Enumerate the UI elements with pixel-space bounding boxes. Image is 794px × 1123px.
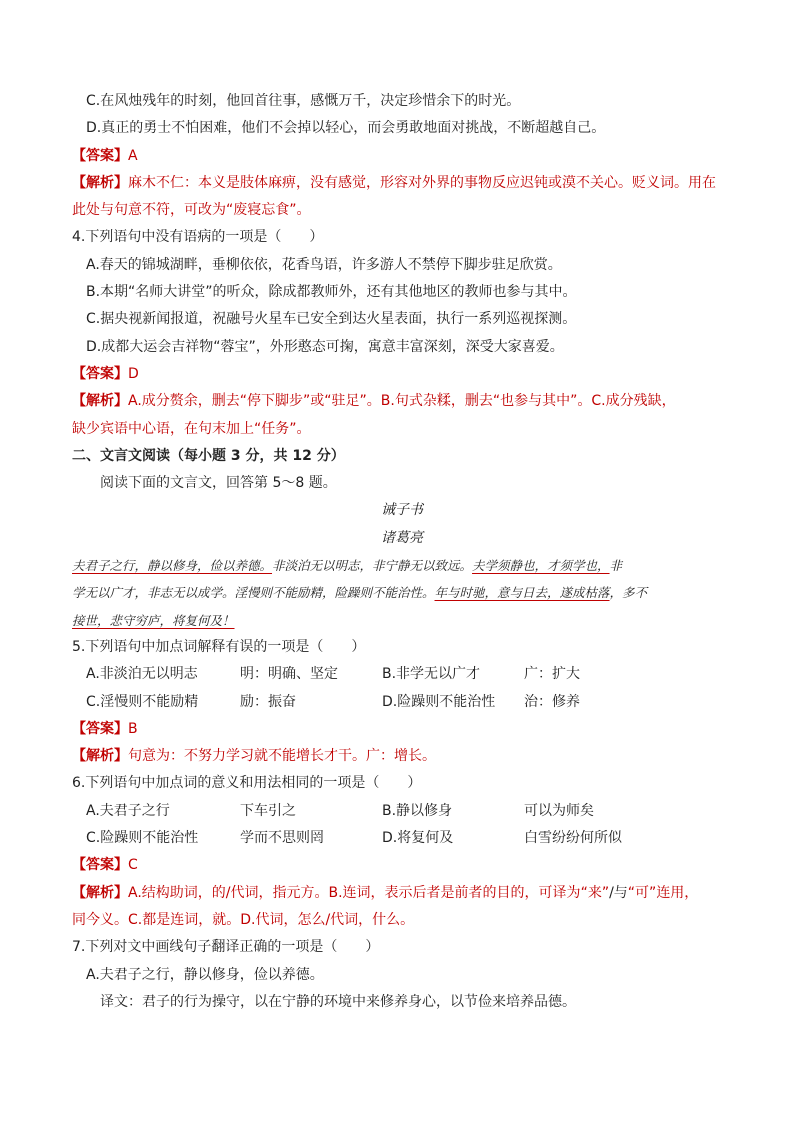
passage-title: 诫子书	[381, 502, 423, 519]
q6-stem: 6.下列语句中加点词的意义和用法相同的一项是（ ）	[72, 775, 422, 792]
q6-option-b-compare: 可以为师矣	[524, 802, 594, 819]
q5-answer-row	[72, 716, 732, 743]
q4-answer: D	[128, 365, 139, 382]
underlined-sentence: 夫君子之行，静以修身，俭以养德。	[72, 558, 273, 574]
q5-option-c-explain: 励：振奋	[240, 693, 296, 710]
passage-line-3	[72, 607, 732, 634]
q5-analysis: 句意为：不努力学习就不能增长才干。广：增长。	[128, 748, 436, 765]
q4-analysis-line2: 缺少宾语中心语，在句末加上“任务”。	[72, 420, 311, 437]
q7-option-a: A.夫君子之行，静以修身，俭以养德。	[86, 966, 324, 983]
q3-answer-row	[72, 143, 732, 170]
q4-option-c: C.据央视新闻报道，祝融号火星车已安全到达火星表面，执行一系列巡视探测。	[86, 311, 577, 328]
q5-row-ab	[72, 661, 732, 688]
q5-stem: 5.下列语句中加点词解释有误的一项是（ ）	[72, 638, 366, 655]
q5-option-d-explain: 治：修养	[524, 693, 580, 710]
q3-answer: A	[128, 147, 138, 164]
q6-answer: C	[128, 857, 138, 874]
q6-analysis-row: 【解析】A.结构助词，的/代词，指元方。B.连词，表示后者是前者的目的，可译为“来”/与“可”连用，	[72, 884, 699, 901]
q4-option-b: B.本期“名师大讲堂”的听众，除成都教师外，还有其他地区的教师也参与其中。	[86, 284, 577, 301]
q4-option-d: D.成都大运会吉祥物“蓉宝”，外形憨态可掬，寓意丰富深刻，深受大家喜爱。	[86, 338, 564, 355]
q5-option-d: D.险躁则不能治性	[382, 693, 496, 710]
q6-answer-row	[72, 852, 732, 879]
analysis-tag: 【解析】	[72, 393, 128, 410]
q5-row-cd	[72, 689, 732, 716]
document-page	[72, 88, 732, 1016]
q6-option-d: D.将复何及	[382, 830, 454, 847]
analysis-tag: 【解析】	[72, 884, 128, 901]
q5-option-b: B.非学无以广才	[382, 666, 481, 683]
passage-line-2: 学无以广才，非志无以成学。淫慢则不能励精，险躁则不能治性。年与时驰，意与日去，遂成枯落，多不	[72, 585, 648, 601]
passage-line-1: 夫君子之行，静以修身，俭以养德。非淡泊无以明志，非宁静无以致远。夫学须静也，才须学也，非	[72, 558, 623, 574]
q6-analysis-line1: A.结构助词，的/代词，指元方。B.连词，表示后者是前者的目的，可译为	[128, 884, 581, 901]
underlined-sentence: 年与时驰，意与日去，遂成枯落	[434, 585, 610, 601]
q4-stem: 4.下列语句中没有语病的一项是（ ）	[72, 229, 324, 246]
q3-option-d: D.真正的勇士不怕困难，他们不会掉以轻心，而会勇敢地面对挑战，不断超越自己。	[86, 120, 606, 137]
answer-tag: 【答案】	[72, 720, 128, 737]
q5-option-b-explain: 广：扩大	[524, 666, 580, 683]
analysis-tag: 【解析】	[72, 174, 128, 191]
q6-analysis-line2: 同今义。C.都是连词，就。D.代词，怎么/代词，什么。	[72, 911, 415, 928]
q6-option-c-compare: 学而不思则罔	[240, 830, 324, 847]
q6-option-d-compare: 白雪纷纷何所似	[524, 830, 622, 847]
q7-stem: 7.下列对文中画线句子翻译正确的一项是（ ）	[72, 939, 380, 956]
q6-option-c: C.险躁则不能治性	[86, 830, 199, 847]
q6-option-b: B.静以修身	[382, 802, 453, 819]
q6-option-a-compare: 下车引之	[240, 802, 296, 819]
q3-analysis-line1: 麻木不仁：本义是肢体麻痹，没有感觉，形容对外界的事物反应迟钝或漠不关心。贬义词。用在	[128, 174, 716, 191]
passage-body	[72, 552, 732, 634]
q4-analysis-row	[72, 388, 732, 415]
q5-option-a: A.非淡泊无以明志	[86, 666, 198, 683]
answer-tag: 【答案】	[72, 147, 128, 164]
q7-option-a-translation: 译文：君子的行为操守，以在宁静的环境中来修养身心，以节俭来培养品德。	[100, 993, 576, 1010]
q5-option-c: C.淫慢则不能励精	[86, 693, 199, 710]
q5-option-a-explain: 明：明确、坚定	[240, 666, 338, 683]
q5-answer: B	[128, 720, 138, 737]
q5-analysis-row	[72, 743, 732, 770]
q3-option-c: C.在风烛残年的时刻，他回首往事，感慨万千，决定珍惜余下的时光。	[86, 93, 521, 109]
underlined-sentence: 接世，悲守穷庐，将复何及！	[72, 612, 235, 628]
passage-author: 诸葛亮	[381, 529, 423, 546]
q6-option-a: A.夫君子之行	[86, 802, 170, 819]
q3-analysis-line2: 此处与句意不符，可改为“废寝忘食”。	[72, 202, 311, 219]
section-intro: 阅读下面的文言文，回答第 5～8 题。	[100, 475, 337, 492]
q6-row-cd	[72, 825, 732, 852]
underlined-sentence: 夫学须静也，才须学也，	[472, 558, 610, 574]
q4-answer-row	[72, 361, 732, 388]
analysis-tag: 【解析】	[72, 748, 128, 765]
q4-analysis-line1: A.成分赘余，删去“停下脚步”或“驻足”。B.句式杂糅，删去“也参与其中”。C.成分残缺，	[128, 393, 676, 410]
answer-tag: 【答案】	[72, 857, 128, 874]
q6-row-ab	[72, 798, 732, 825]
section-heading: 二、文言文阅读（每小题 3 分，共 12 分）	[72, 447, 345, 464]
q3-analysis-row	[72, 170, 732, 197]
q4-option-a: A.春天的锦城湖畔，垂柳依依，花香鸟语，许多游人不禁停下脚步驻足欣赏。	[86, 256, 562, 273]
answer-tag: 【答案】	[72, 365, 128, 382]
